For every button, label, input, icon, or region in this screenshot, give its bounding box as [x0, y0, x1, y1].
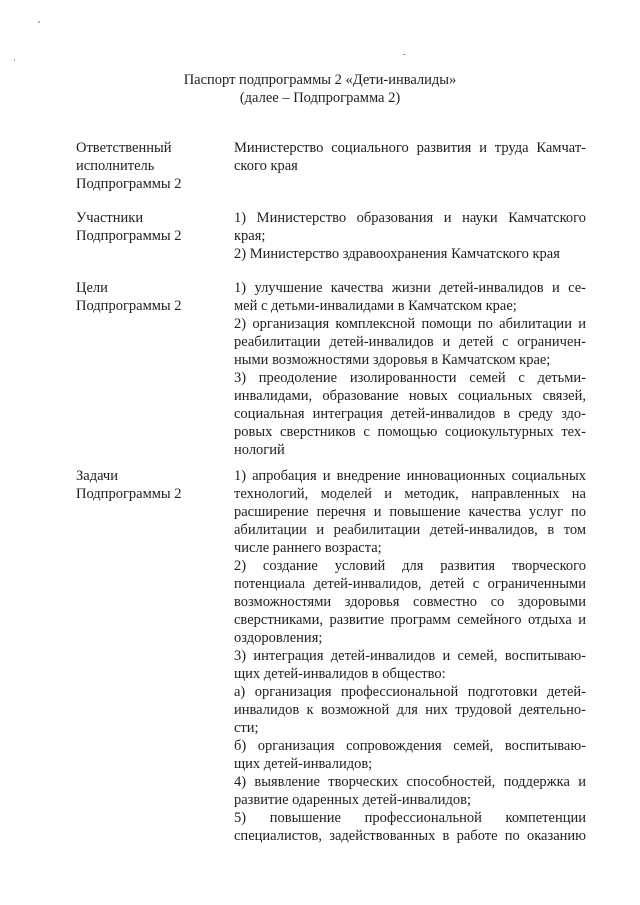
section-text-goals	[234, 279, 586, 459]
text-line: абилитации и реабилитации детей-инвалидов, в том	[234, 522, 586, 538]
text-line: инвалидов к возможной для них трудовой деятельно-	[234, 702, 586, 718]
text-line: 3) интеграция детей-инвалидов и семей, воспитываю-	[234, 648, 586, 664]
text-line: ровых сверстников с помощью социокультурных тех-	[234, 424, 586, 440]
text-line: 1) Министерство образования и науки Камчатского	[234, 210, 586, 226]
label-line: Задачи	[76, 468, 118, 484]
text-line: 3) преодоление изолированности семей с детьми-	[234, 370, 586, 386]
document-subtitle: (далее – Подпрограмма 2)	[239, 90, 401, 106]
text-line: щих детей-инвалидов в общество:	[234, 666, 446, 682]
text-line: б) организация сопровождения семей, воспитываю-	[234, 738, 586, 754]
text-line: Министерство социального развития и труда Камчат-	[234, 140, 586, 156]
text-line: реабилитации детей-инвалидов и детей с ограничен-	[234, 334, 586, 350]
label-line: Подпрограммы 2	[76, 298, 182, 314]
text-line: 2) организация комплексной помощи по абилитации и	[234, 316, 586, 332]
label-line: Цели	[76, 280, 108, 296]
text-line: социальная интеграция детей-инвалидов в среду здо-	[234, 406, 586, 422]
text-line: мей с детьми-инвалидами в Камчатском крае;	[234, 298, 517, 314]
scan-speck	[38, 21, 40, 23]
text-line: 5) повышение профессиональной компетенции	[234, 810, 586, 826]
text-line: оздоровления;	[234, 630, 323, 646]
text-line: инвалидами, образование новых социальных связей,	[234, 388, 586, 404]
text-line: 4) выявление творческих способностей, поддержка и	[234, 774, 586, 790]
section-text-participants	[234, 209, 586, 263]
text-line: щих детей-инвалидов;	[234, 756, 373, 772]
text-line: потенциала детей-инвалидов, детей с ограниченными	[234, 576, 586, 592]
label-line: Подпрограммы 2	[76, 176, 182, 192]
section-text-responsible	[234, 139, 586, 175]
label-line: Участники	[76, 210, 144, 226]
text-line: сверстниками, развитие программ семейного отдыха и	[234, 612, 586, 628]
text-line: технологий, моделей и методик, направленных на	[234, 486, 586, 502]
section-text-tasks	[234, 467, 586, 845]
text-line: 1) апробация и внедрение инновационных социальных	[234, 468, 586, 484]
text-line: нологий	[234, 442, 285, 458]
label-line: Ответственный	[76, 140, 172, 156]
text-line: расширение перечня и повышение качества услуг по	[234, 504, 586, 520]
text-line: края;	[234, 228, 266, 244]
text-line: 2) создание условий для развития творческого	[234, 558, 586, 574]
label-line: Подпрограммы 2	[76, 228, 182, 244]
text-line: специалистов, задействованных в работе по оказанию	[234, 828, 586, 844]
label-line: исполнитель	[76, 158, 155, 174]
text-line: 2) Министерство здравоохранения Камчатского края	[234, 246, 560, 262]
text-line: ными возможностями здоровья в Камчатском крае;	[234, 352, 551, 368]
text-line: 1) улучшение качества жизни детей-инвалидов и се-	[234, 280, 586, 296]
section-label-tasks	[76, 467, 226, 503]
text-line: сти;	[234, 720, 259, 736]
document-title: Паспорт подпрограммы 2 «Дети-инвалиды»	[183, 72, 457, 88]
text-line: а) организация профессиональной подготовки детей-	[234, 684, 586, 700]
scan-speck	[403, 54, 406, 55]
scan-speck	[14, 59, 15, 61]
section-label-responsible	[76, 139, 226, 193]
label-line: Подпрограммы 2	[76, 486, 182, 502]
section-label-participants	[76, 209, 226, 245]
text-line: возможностями здоровья совместно со здоровыми	[234, 594, 586, 610]
text-line: развитие одаренных детей-инвалидов;	[234, 792, 472, 808]
text-line: ского края	[234, 158, 298, 174]
section-label-goals	[76, 279, 226, 315]
text-line: числе раннего возраста;	[234, 540, 382, 556]
